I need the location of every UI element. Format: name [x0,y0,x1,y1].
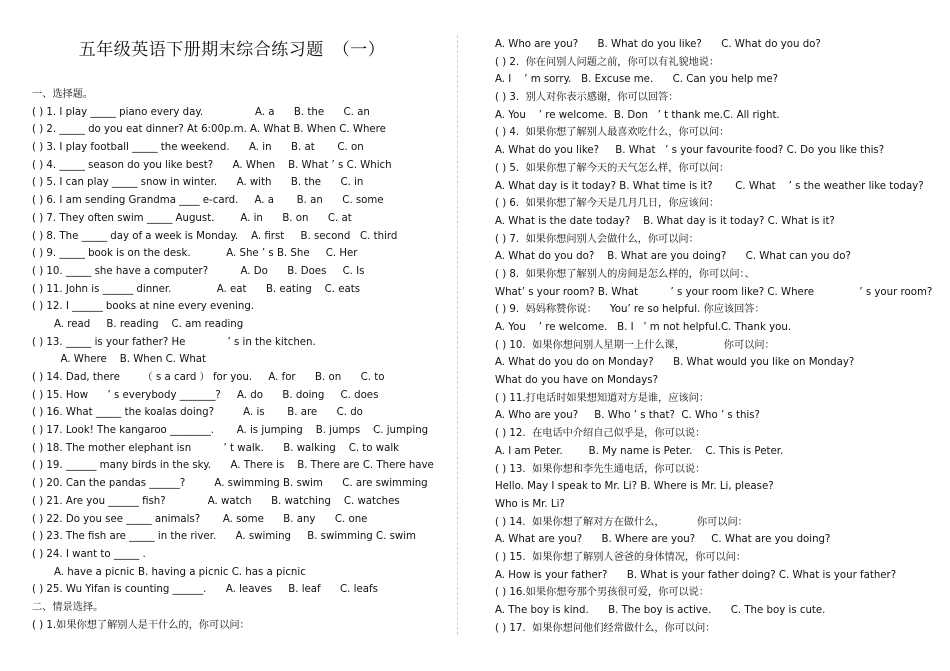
left-question-line: ( ) 4. _____ season do you like best? A. When B. What ’ s C. Which [32,159,392,171]
right-question-line: A. What is the date today? B. What day is it today? C. What is it? [495,215,835,227]
left-question-line: ( ) 1. I play _____ piano every day. A. a B. the C. an [32,106,370,118]
right-question-line: ( ) 15. 如果你想了解别人爸爸的身体情况，你可以问： [495,551,747,563]
left-question-line: ( ) 24. I want to _____ . [32,548,146,560]
left-question-line: ( ) 3. I play football _____ the weekend. A. in B. at C. on [32,142,364,154]
right-question-line: ( ) 16.如果你想夸那个男孩很可爱，你可以说： [495,587,710,599]
right-question-line: What’ s your room? B. What ’ s your room like? C. Where ’ s your room? [495,286,933,298]
left-question-line: ( ) 19. ______ many birds in the sky. A. There is B. There are C. There have [32,460,434,472]
left-question-line: ( ) 21. Are you ______ fish? A. watch B. watching C. watches [32,495,400,507]
right-question-line: A. I ’ m sorry. B. Excuse me. C. Can you help me? [495,74,779,86]
right-question-line: ( ) 11.打电话时如果想知道对方是谁，应该问： [495,392,710,404]
right-question-line: A. I am Peter. B. My name is Peter. C. This is Peter. [495,445,784,457]
left-question-line: ( ) 1.如果你想了解别人是干什么的，你可以问： [32,619,250,631]
right-question-line: ( ) 3. 别人对你表示感谢，你可以回答： [495,92,679,104]
right-question-line: A. What do you like? B. What ’ s your favourite food? C. Do you like this? [495,145,885,157]
right-question-line: ( ) 17. 如果你想问他们经常做什么，你可以问： [495,622,716,634]
right-question-line: A. What do you do on Monday? B. What would you like on Monday? [495,357,855,369]
left-question-line: ( ) 12. I ______ books at nine every evening. [32,301,255,313]
left-question-line: ( ) 7. They often swim _____ August. A. in B. on C. at [32,212,352,224]
right-question-line: ( ) 13. 如果你想和李先生通电话，你可以说： [495,463,706,475]
left-question-line: ( ) 10. _____ she have a computer? A. Do B. Does C. Is [32,265,365,277]
right-question-line: ( ) 5. 如果你想了解今天的天气怎么样，你可以问： [495,162,730,174]
right-question-line: A. What do you do? B. What are you doing? C. What can you do? [495,251,851,263]
right-question-line: ( ) 12. 在电话中介绍自己似乎是，你可以说： [495,428,706,440]
left-answer-options-line: A. Where B. When C. What [54,354,207,366]
right-column-body [495,36,932,637]
left-question-line: ( ) 23. The fish are _____ in the river. A. swiming B. swimming C. swim [32,531,416,543]
left-question-line: ( ) 11. John is ______ dinner. A. eat B. eating C. eats [32,283,361,295]
right-question-line: A. The boy is kind. B. The boy is active. C. The boy is cute. [495,605,826,616]
right-question-line: A. What day is it today? B. What time is it? C. What ’ s the weather like today? [495,180,924,192]
left-question-line: ( ) 16. What _____ the koalas doing? A. is B. are C. do [32,407,363,419]
left-question-line: ( ) 5. I can play _____ snow in winter. A. with B. the C. in [32,177,364,189]
left-section-heading: 一、选择题。 [32,89,94,100]
right-question-line: A. Who are you? B. Who ’ s that? C. Who ’ s this? [495,410,760,422]
right-question-line: Hello. May I speak to Mr. Li? B. Where is Mr. Li, please? [495,481,774,493]
left-question-line: ( ) 9. _____ book is on the desk. A. She ’ s B. She C. Her [32,248,358,260]
right-question-line: ( ) 2. 你在问别人问题之前，你可以有礼貌地说： [495,56,720,68]
left-question-line: ( ) 25. Wu Yifan is counting ______. A. leaves B. leaf C. leafs [32,584,378,596]
right-question-line: ( ) 6. 如果你想了解今天是几月几日，你应该问： [495,198,720,210]
left-question-line: ( ) 2. _____ do you eat dinner? At 6:00p.m. A. What B. When C. Where [32,124,386,136]
right-question-line: ( ) 14. 如果你想了解对方在做什么， 你可以问： [495,516,748,528]
column-divider [457,35,458,635]
right-question-line: ( ) 4. 如果你想了解别人最喜欢吃什么，你可以问： [495,127,730,139]
left-question-line: ( ) 18. The mother elephant isn ’ t walk. B. walking C. to walk [32,442,400,454]
right-question-line: A. You ’ re welcome. B. Don ’ t thank me.C. All right. [495,109,780,121]
left-question-line: ( ) 22. Do you see _____ animals? A. some B. any C. one [32,513,368,525]
right-question-line: A. Who are you? B. What do you like? C. What do you do? [495,39,821,50]
page-title: 五年级英语下册期末综合练习题 （一） [78,40,386,60]
left-column-body [32,86,434,634]
right-question-line: What do you have on Mondays? [495,375,658,387]
right-question-line: ( ) 10. 如果你想问别人星期一上什么课， 你可以问： [495,339,775,351]
left-question-line: ( ) 8. The _____ day of a week is Monday. A. first B. second C. third [32,230,398,242]
right-question-line: ( ) 7. 如果你想问别人会做什么，你可以问： [495,233,699,245]
left-question-line: ( ) 6. I am sending Grandma ____ e-card. A. a B. an C. some [32,195,384,207]
left-question-line: ( ) 15. How ’ s everybody _______? A. do B. doing C. does [32,389,379,401]
right-question-line: ( ) 8. 如果你想了解别人的房间是怎么样的，你可以问：、 [495,268,755,280]
left-question-line: ( ) 17. Look! The kangaroo ________. A. is jumping B. jumps C. jumping [32,425,429,437]
right-question-line: A. How is your father? B. What is your father doing? C. What is your father? [495,569,897,581]
left-answer-options-line: A. have a picnic B. having a picnic C. has a picnic [54,566,306,578]
left-answer-options-line: A. read B. reading C. am reading [54,318,244,330]
left-question-line: ( ) 14. Dad, there （ s a card ） for you. A. for B. on C. to [32,372,385,383]
left-question-line: ( ) 13. _____ is your father? He ’ s in the kitchen. [32,336,316,348]
right-question-line: Who is Mr. Li? [495,498,565,510]
right-question-line: ( ) 9. 妈妈称赞你说： You’ re so helpful. 你应该回答： [495,304,765,316]
left-section-heading: 二、情景选择。 [32,601,104,613]
left-question-line: ( ) 20. Can the pandas ______? A. swimming B. swim C. are swimming [32,478,428,490]
right-question-line: A. What are you? B. Where are you? C. What are you doing? [495,534,831,546]
right-question-line: A. You ’ re welcome. B. I ’ m not helpful.C. Thank you. [495,322,792,333]
